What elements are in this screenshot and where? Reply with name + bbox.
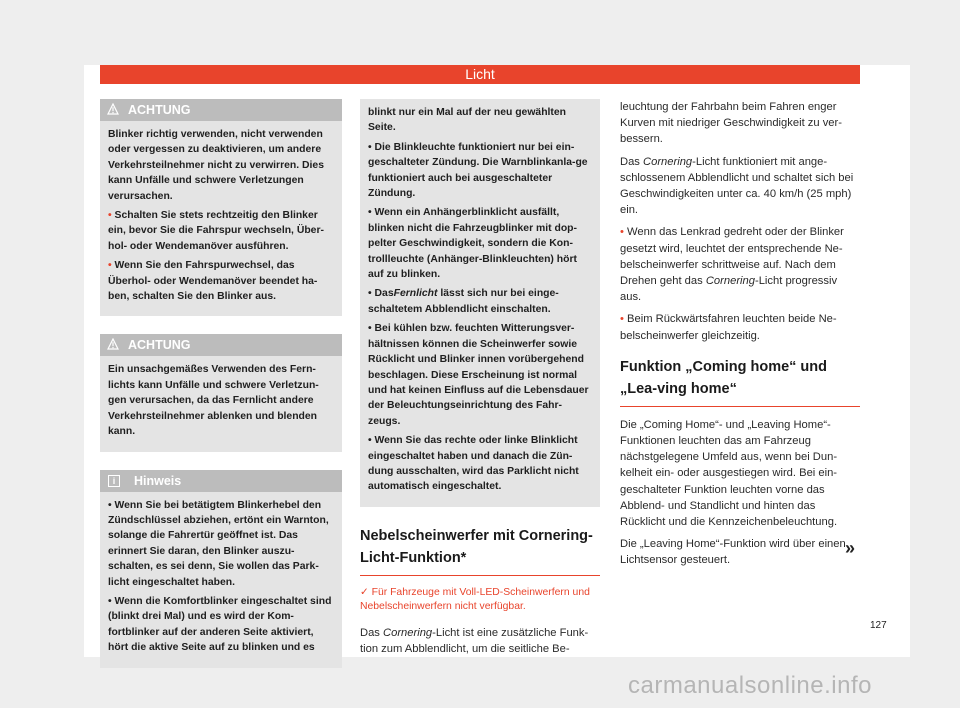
- note-box-continued: [360, 99, 600, 507]
- column-middle: [360, 99, 600, 663]
- note-bullet: • Wenn die Komfortblinker eingeschaltet sind (blinkt drei Mal) und es wird der Kom-fortblinker auf der anderen Seite aktiviert, hört die aktive Seite auf zu blinken und es: [108, 595, 332, 654]
- check-icon: ✓: [360, 586, 372, 598]
- column-right: [620, 99, 860, 575]
- warning-box-1: [100, 99, 342, 316]
- warning-label: ACHTUNG: [128, 338, 191, 353]
- note-bullet: • Die Blinkleuchte funktioniert nur bei ein-geschalteter Zündung. Die Warnblinkanla-ge funktioniert auch bei ausgeschalteter Zündung.: [368, 141, 588, 200]
- header-title: Licht: [465, 66, 495, 82]
- warning-bullet: • Schalten Sie stets rechtzeitig den Blinker ein, bevor Sie die Fahrspur wechseln, Über-hol- oder Wendemanöver ausführen.: [108, 210, 324, 252]
- note-box: [100, 470, 342, 668]
- note-bullet: • Bei kühlen bzw. feuchten Witterungsver-hältnissen können die Scheinwerfer sowie Rücklicht und Blinker innen vorübergehend beschlagen. Diese Erscheinung ist normal und hat keinen Einfluss auf die Lebensdauer der Beleuchtungseinrichtung des Fahr-zeugs.: [368, 323, 589, 427]
- warning-header: [100, 99, 342, 121]
- note-header: [100, 470, 342, 492]
- section-title: Funktion „Coming home“ und „Lea-ving home“: [620, 356, 860, 407]
- info-icon: i: [108, 475, 120, 487]
- note-bullet: • DasFernlicht lässt sich nur bei einge-schaltetem Abblendlicht einschalten.: [368, 288, 559, 315]
- note-bullet: • Wenn Sie bei betätigtem Blinkerhebel den Zündschlüssel abziehen, ertönt ein Warnton, solange die Fahrertür geöffnet ist. Das erinnert Sie daran, den Blinker auszu-schalten, es sei denn, Sie wollen das Park-licht eingeschaltet haben.: [108, 499, 329, 588]
- warning-bullet: • Wenn Sie den Fahrspurwechsel, das Überhol- oder Wendemanöver beendet ha-ben, schalten Sie den Blinker aus.: [108, 260, 318, 303]
- column-left: [100, 99, 342, 686]
- warning-header: [100, 334, 342, 356]
- warning-triangle-icon: [107, 338, 119, 350]
- body-text: Die „Coming Home“- und „Leaving Home“-Funktionen leuchten das am Fahrzeug nächstgelegene Umfeld aus, wenn bei Dun-kelheit ein- oder ausgestiegen wird. Bei ein-geschalteter Funktion leuchten vorne das Abblend- und Standlicht und hinten das Rücklicht und die Kennzeichenbeleuchtung. Die „Leaving Home“-Funktion wird über einen Lichtsensor gesteuert.: [620, 418, 846, 567]
- warning-triangle-icon: [107, 103, 119, 115]
- page-header: [100, 65, 860, 84]
- section-title: Nebelscheinwerfer mit Cornering-Licht-Funktion*: [360, 525, 600, 576]
- note-label: Hinweis: [134, 473, 182, 488]
- warning-box-2: [100, 334, 342, 451]
- page-number: 127: [870, 620, 887, 631]
- note-bullet: • Wenn ein Anhängerblinklicht ausfällt, blinken nicht die Fahrzeugblinker mit dop-pelter Geschwindigkeit, sondern die Kon-trollleuchte (Anhänger-Blinkleuchten) hört auf zu blinken.: [368, 207, 577, 281]
- warning-label: ACHTUNG: [128, 103, 191, 117]
- availability-note: ✓ Für Fahrzeuge mit Voll-LED-Scheinwerfern und Nebelscheinwerfern nicht verfügbar.: [360, 586, 590, 613]
- warning-text: Blinker richtig verwenden, nicht verwenden oder vergessen zu deaktivieren, um andere Verkehrsteilnehmer nicht zu verwirren. Dies kann Unfälle und schwere Verletzungen verursachen.: [108, 129, 324, 202]
- warning-text: Ein unsachgemäßes Verwenden des Fern-lichts kann Unfälle und schwere Verletzun-gen verursachen, da das Fernlicht andere Verkehrsteilnehmer ablenken und blenden kann.: [108, 364, 319, 438]
- body-text: Das Cornering-Licht ist eine zusätzliche Funk-tion zum Abblendlicht, um die seitliche Be-: [360, 626, 589, 655]
- note-continuation: blinkt nur ein Mal auf der neu gewählten Seite.: [368, 107, 567, 134]
- watermark: carmanualsonline.info: [628, 672, 872, 699]
- note-bullet: • Wenn Sie das rechte oder linke Blinklicht eingeschaltet haben und danach die Zün-dung ausschalten, wird das Parklicht nicht automatisch eingeschaltet.: [368, 435, 579, 493]
- body-text: leuchtung der Fahrbahn beim Fahren enger Kurven mit niedriger Geschwindigkeit zu ver-bessern. Das Cornering-Licht funktioniert mit ange-schlossenem Abblendlicht und schaltet sich bei Geschwindigkeiten unter ca. 40 km/h (25 mph) ein. • Wenn das Lenkrad gedreht oder der Blinker gesetzt wird, leuchtet der entsprechende Ne-belscheinwerfer schrittweise auf. Nach dem Drehen geht das Cornering-Licht progressiv aus. • Beim Rückwärtsfahren leuchten beide Ne-belscheinwerfer gleichzeitig.: [620, 101, 854, 342]
- continue-marker: »: [845, 538, 856, 558]
